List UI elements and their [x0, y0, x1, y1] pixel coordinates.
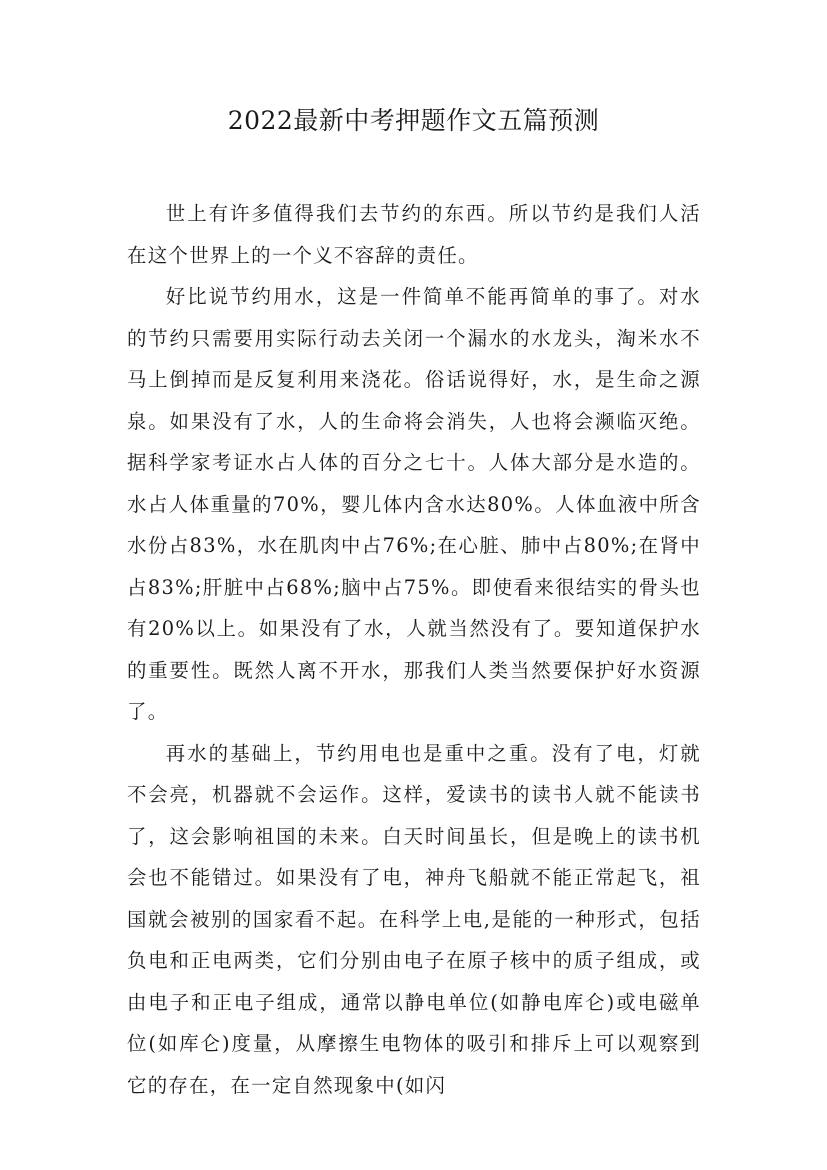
paragraph: 世上有许多值得我们去节约的东西。所以节约是我们人活在这个世界上的一个义不容辞的责任。: [127, 202, 701, 267]
paragraph: 再水的基础上，节约用电也是重中之重。没有了电，灯就不会亮，机器就不会运作。这样，爱读书的读书人就不能读书了，这会影响祖国的未来。白天时间虽长，但是晚上的读书机会也不能错过。如果没有了电，神舟飞船就不能正常起飞，祖国就会被别的国家看不起。在科学上电,是能的一种形式，包括负电和正电两类，它们分别由电子在原子核中的质子组成，或由电子和正电子组成，通常以静电单位(如静电库仑)或电磁单位(如库仑)度量，从摩擦生电物体的吸引和排斥上可以观察到它的存在，在一定自然现象中(如闪: [127, 741, 701, 1097]
document-body: [127, 193, 701, 1106]
paragraph: 好比说节约用水，这是一件简单不能再简单的事了。对水的节约只需要用实际行动去关闭一个漏水的水龙头，淘米水不马上倒掉而是反复利用来浇花。俗话说得好，水，是生命之源泉。如果没有了水，人的生命将会消失，人也将会濒临灭绝。据科学家考证水占人体的百分之七十。人体大部分是水造的。水占人体重量的70%，婴儿体内含水达80%。人体血液中所含水份占83%，水在肌肉中占76%;在心脏、肺中占80%;在肾中占83%;肝脏中占68%;脑中占75%。即使看来很结实的骨头也有20%以上。如果没有了水，人就当然没有了。要知道保护水的重要性。既然人离不开水，那我们人类当然要保护好水资源了。: [127, 285, 701, 723]
document-title: 2022最新中考押题作文五篇预测: [227, 106, 600, 135]
